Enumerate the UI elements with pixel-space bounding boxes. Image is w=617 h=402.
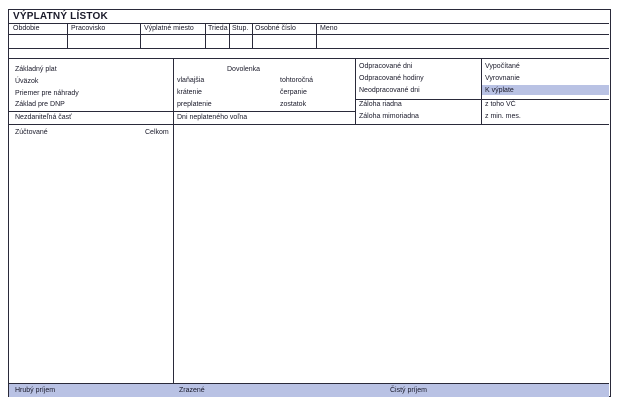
basic-salary-label: Základný plat bbox=[15, 66, 57, 73]
col-vyplatne-miesto: Výplatné miesto bbox=[144, 25, 194, 32]
of-which-vc-label: z toho VČ bbox=[485, 101, 516, 108]
vacation-remaining-label: zostatok bbox=[280, 101, 307, 108]
divider bbox=[9, 23, 609, 24]
vacation-last-year-label: vlaňajšia bbox=[177, 77, 205, 84]
col-meno: Meno bbox=[320, 25, 338, 32]
dnp-base-label: Základ pre DNP bbox=[15, 101, 65, 108]
from-min-monthly-label: z min. mes. bbox=[485, 113, 521, 120]
tax-free-part-label: Nezdaniteľná časť bbox=[15, 114, 72, 121]
days-not-worked-label: Neodpracované dni bbox=[359, 87, 420, 94]
extraordinary-advance-label: Záloha mimoriadna bbox=[359, 113, 419, 120]
col-pracovisko: Pracovisko bbox=[71, 25, 106, 32]
hours-worked-label: Odpracované hodiny bbox=[359, 75, 424, 82]
unpaid-leave-days-label: Dni neplateného voľna bbox=[177, 114, 248, 121]
settled-total-label: Celkom bbox=[145, 129, 169, 136]
vacation-this-year-label: tohtoročná bbox=[280, 77, 314, 84]
form-title: VÝPLATNÝ LÍSTOK bbox=[13, 11, 108, 22]
to-pay-label: K výplate bbox=[485, 87, 514, 94]
settlement-label: Vyrovnanie bbox=[485, 75, 520, 82]
regular-advance-label: Záloha riadna bbox=[359, 101, 402, 108]
net-income-label: Čistý príjem bbox=[390, 387, 427, 394]
settled-label: Zúčtované bbox=[15, 129, 48, 136]
vacation-payout-label: preplatenie bbox=[177, 101, 212, 108]
vacation-heading: Dovolenka bbox=[227, 66, 261, 73]
withheld-label: Zrazené bbox=[179, 387, 205, 394]
col-trieda: Trieda bbox=[208, 25, 228, 32]
col-obdobie: Obdobie bbox=[13, 25, 40, 32]
col-stupen: Stup. bbox=[232, 25, 249, 32]
totals-bar bbox=[9, 383, 609, 397]
average-compensation-label: Priemer pre náhrady bbox=[15, 90, 79, 97]
col-osobne-cislo: Osobné číslo bbox=[255, 25, 296, 32]
gross-income-label: Hrubý príjem bbox=[15, 387, 56, 394]
vacation-used-label: čerpanie bbox=[280, 89, 307, 96]
days-worked-label: Odpracované dni bbox=[359, 63, 413, 70]
vacation-reduction-label: krátenie bbox=[177, 89, 202, 96]
workload-label: Úväzok bbox=[15, 78, 39, 85]
payslip-form bbox=[8, 9, 611, 397]
calculated-label: Vypočítané bbox=[485, 63, 520, 70]
